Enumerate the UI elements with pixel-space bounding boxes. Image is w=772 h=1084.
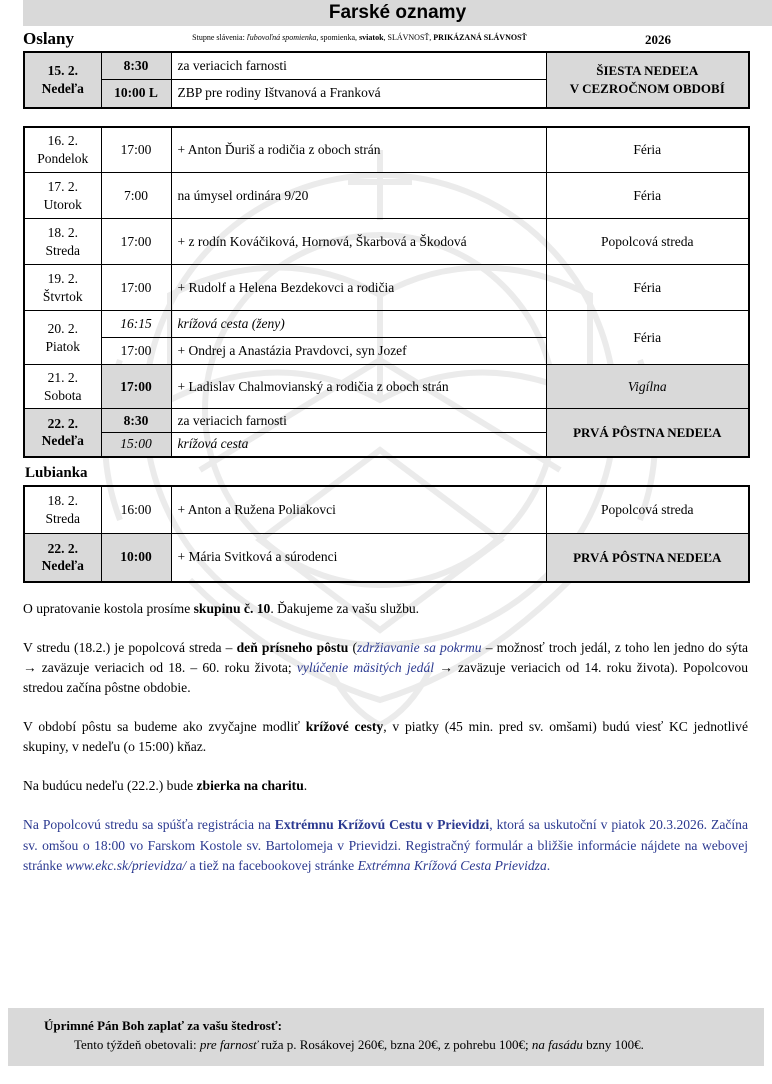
date-cell — [24, 409, 101, 457]
date-cell — [24, 365, 101, 409]
paragraph-ekc-registration — [23, 815, 748, 875]
table-row — [24, 265, 749, 311]
text-run-italic: pre farnosť — [199, 1036, 258, 1052]
table-row — [24, 486, 749, 534]
time-cell: 17:00 — [101, 338, 171, 365]
date-weekday: Piatok — [45, 338, 80, 354]
text-run: . — [303, 778, 308, 794]
intention-cell: krížová cesta — [171, 433, 546, 457]
intention-cell: za veriacich farnosti — [171, 409, 546, 433]
section-heading-oslany: Oslany — [23, 29, 75, 48]
table-row — [24, 127, 749, 173]
date-number: 20. 2. — [47, 320, 78, 336]
text-run-italic-blue: vylúčenie mäsitých jedál — [296, 659, 435, 675]
feast-cell: Popolcová streda — [546, 219, 749, 265]
date-weekday: Streda — [45, 510, 80, 526]
text-run: , ktorá sa uskutoční v piatok 20.3.2026. Začína sv. omšou o 18:00 vo Farskom Kostole sv. Bartolomeja v Prievidzi. Registračný formulár a bližšie informácie nájdete na webovej stránke — [23, 817, 748, 873]
text-run: Na Popolcovú stredu sa spúšťa registrácia na — [23, 817, 275, 833]
text-run-italic: na fasádu — [531, 1036, 583, 1052]
footer-donations-line — [74, 1036, 754, 1055]
feast-cell: Vigílna — [546, 365, 749, 409]
date-number: 22. 2. — [47, 540, 78, 556]
date-number: 16. 2. — [47, 133, 78, 149]
intention-cell: ZBP pre rodiny Ištvanová a Franková — [171, 80, 546, 108]
date-number: 18. 2. — [47, 493, 78, 509]
celebration-levels-legend — [74, 30, 645, 42]
feast-cell: Féria — [546, 173, 749, 219]
time-cell: 17:00 — [101, 265, 171, 311]
text-run-italic-blue: zdržiavanie sa pokrmu — [357, 639, 482, 655]
date-cell — [24, 486, 101, 534]
date-weekday: Utorok — [43, 196, 82, 212]
table-row — [24, 409, 749, 433]
feast-cell: Féria — [546, 311, 749, 365]
text-run-bold: zbierka na charitu — [196, 778, 304, 794]
text-run: Tento týždeň obetovali: — [74, 1036, 200, 1052]
feast-cell: Féria — [546, 127, 749, 173]
header-row — [23, 30, 749, 49]
text-run: ruža p. Rosákovej 260€, bzna 20€, z pohrebu 100€; — [257, 1036, 532, 1052]
table-row — [24, 311, 749, 338]
text-run: – možnosť troch jedál, z toho len jedno do sýta → zaväzuje veriacich od 18. – 60. roku života; — [23, 639, 748, 675]
table-row — [24, 219, 749, 265]
text-run-bold: krížové cesty — [305, 719, 384, 735]
paragraph-cleaning — [23, 599, 748, 619]
table-row — [24, 52, 749, 80]
date-cell — [24, 534, 101, 582]
date-cell — [24, 265, 101, 311]
date-number: 22. 2. — [47, 415, 78, 431]
date-weekday: Streda — [45, 242, 80, 258]
text-run-bold: skupinu č. 10 — [193, 600, 271, 616]
text-run: → zaväzuje veriacich od 14. roku života). Popolcovou stredou začína pôstne obdobie. — [23, 659, 748, 696]
time-cell: 15:00 — [101, 433, 171, 457]
time-cell: 17:00 — [101, 127, 171, 173]
table-row — [24, 365, 749, 409]
text-run: O upratovanie kostola prosíme — [23, 600, 194, 616]
feast-line2: V CEZROČNOM OBDOBÍ — [569, 80, 725, 96]
legend-optional-memorial: ľubovoľná spomienka — [246, 33, 317, 42]
text-run: , v piatky (45 min. pred sv. omšami) budú viesť KC jednotlivé skupiny, v nedeľu (o 15:00) kňaz. — [23, 719, 748, 755]
time-cell: 8:30 — [101, 409, 171, 433]
intention-cell: + Anton Ďuriš a rodičia z oboch strán — [171, 127, 546, 173]
intention-cell: + Ondrej a Anastázia Pravdovci, syn Jozef — [171, 338, 546, 365]
feast-cell: PRVÁ PÔSTNA NEDEĽA — [546, 534, 749, 582]
oslany-week-table — [23, 126, 750, 458]
intention-cell: + z rodín Kováčiková, Hornová, Škarbová a Škodová — [171, 219, 546, 265]
text-run-bold: deň prísneho pôstu — [236, 639, 349, 655]
feast-cell: Popolcová streda — [546, 486, 749, 534]
date-weekday: Nedeľa — [41, 558, 84, 574]
date-cell — [24, 311, 101, 365]
date-weekday: Sobota — [43, 387, 82, 403]
text-run: . — [546, 857, 551, 873]
section-heading-lubianka: Lubianka — [25, 464, 88, 481]
date-cell — [24, 173, 101, 219]
facebook-page-text: Extrémna Krížová Cesta Prievidza — [357, 857, 547, 873]
intention-cell: krížová cesta (ženy) — [171, 311, 546, 338]
date-weekday: Nedeľa — [41, 80, 84, 96]
feast-line1: ŠIESTA NEDEĽA — [596, 63, 699, 79]
title-bar — [23, 0, 772, 26]
text-run: a tiež na facebookovej stránke — [186, 857, 358, 873]
legend-memorial: , spomienka, — [316, 33, 360, 42]
oslany-sunday-table — [23, 51, 750, 109]
date-weekday: Štvrtok — [42, 288, 83, 304]
text-run: bzny 100€. — [582, 1036, 644, 1052]
date-number: 19. 2. — [47, 270, 78, 286]
feast-cell: Féria — [546, 265, 749, 311]
page-title: Farské oznamy — [328, 2, 467, 23]
time-cell: 16:00 — [101, 486, 171, 534]
intention-cell: za veriacich farnosti — [171, 52, 546, 80]
date-cell — [24, 52, 101, 108]
date-weekday: Nedeľa — [41, 433, 84, 449]
paragraph-stations — [23, 717, 748, 757]
intention-cell: na úmysel ordinára 9/20 — [171, 173, 546, 219]
text-run: ( — [348, 639, 358, 655]
lubianka-table — [23, 485, 750, 583]
intention-cell: + Rudolf a Helena Bezdekovci a rodičia — [171, 265, 546, 311]
time-cell: 10:00 L — [101, 80, 171, 108]
time-cell: 17:00 — [101, 219, 171, 265]
website-text: www.ekc.sk/prievidza/ — [65, 857, 187, 873]
date-number: 15. 2. — [47, 62, 78, 78]
text-run: V stredu (18.2.) je popolcová streda – — [23, 639, 237, 655]
time-cell: 8:30 — [101, 52, 171, 80]
paragraph-ash-wednesday — [23, 638, 748, 698]
time-cell: 7:00 — [101, 173, 171, 219]
footer-thanks-heading: Úprimné Pán Boh zaplať za vašu štedrosť: — [44, 1018, 282, 1033]
intention-cell: + Ladislav Chalmovianský a rodičia z oboch strán — [171, 365, 546, 409]
paragraph-collection — [23, 776, 748, 796]
legend-prefix: Stupne slávenia: — [192, 33, 247, 42]
date-number: 17. 2. — [47, 178, 78, 194]
legend-feast: sviatok — [359, 33, 384, 42]
text-run: Na budúcu nedeľu (22.2.) bude — [23, 778, 197, 794]
feast-cell: PRVÁ PÔSTNA NEDEĽA — [546, 409, 749, 457]
announcements — [23, 599, 748, 876]
intention-cell: + Mária Svitková a súrodenci — [171, 534, 546, 582]
text-run: . Ďakujeme za vašu službu. — [270, 600, 420, 616]
text-run-bold: Extrémnu Krížovú Cestu v Prievidzi — [274, 817, 490, 833]
year-label: 2026 — [645, 32, 671, 47]
date-cell — [24, 127, 101, 173]
legend-holy-day: PRIKÁZANÁ SLÁVNOSŤ — [433, 33, 527, 42]
text-run: V období pôstu sa budeme ako zvyčajne modliť — [23, 719, 306, 735]
time-cell: 10:00 — [101, 534, 171, 582]
donations-footer — [8, 1008, 764, 1066]
date-number: 18. 2. — [47, 224, 78, 240]
intention-cell: + Anton a Ružena Poliakovci — [171, 486, 546, 534]
feast-cell — [546, 52, 749, 108]
date-number: 21. 2. — [47, 369, 78, 385]
table-row — [24, 534, 749, 582]
table-row — [24, 173, 749, 219]
legend-solemnity: , SLÁVNOSŤ, — [383, 33, 434, 42]
date-cell — [24, 219, 101, 265]
date-weekday: Pondelok — [37, 150, 89, 166]
time-cell: 17:00 — [101, 365, 171, 409]
time-cell: 16:15 — [101, 311, 171, 338]
